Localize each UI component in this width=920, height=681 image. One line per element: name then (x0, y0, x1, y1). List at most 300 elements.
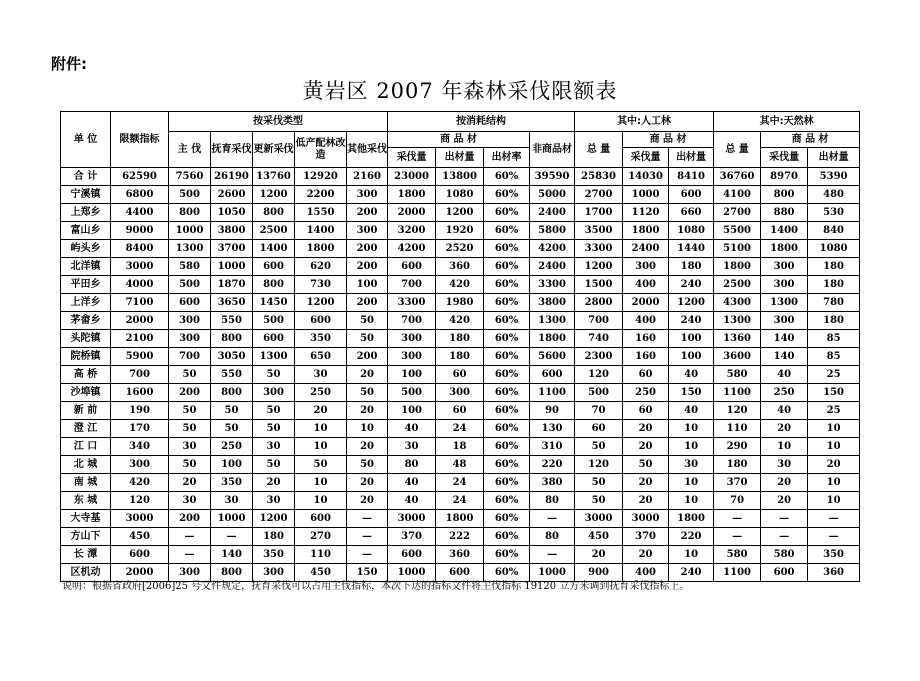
table-cell: 6800 (111, 186, 169, 204)
attachment-label: 附件: (51, 55, 87, 73)
table-cell: 160 (623, 348, 669, 366)
table-cell: 300 (761, 312, 808, 330)
table-cell: 85 (808, 348, 860, 366)
table-cell: 200 (169, 384, 211, 402)
table-cell: 240 (669, 312, 714, 330)
table-cell: 160 (623, 330, 669, 348)
table-cell: 220 (669, 528, 714, 546)
table-cell: 20 (347, 402, 388, 420)
table-cell: 60% (484, 258, 530, 276)
header-artificial-cut-volume: 采伐量 (623, 148, 669, 168)
table-cell: 1000 (169, 222, 211, 240)
table-cell: 300 (761, 276, 808, 294)
table-row (61, 294, 860, 312)
header-by-consumption: 按消耗结构 (388, 112, 575, 132)
table-cell: 140 (211, 546, 253, 564)
table-cell: — (761, 510, 808, 528)
table-row (61, 366, 860, 384)
table-cell: — (347, 546, 388, 564)
table-cell: 100 (388, 366, 436, 384)
table-cell: 40 (388, 420, 436, 438)
table-cell: 5500 (714, 222, 761, 240)
table-cell: 140 (761, 348, 808, 366)
table-row (61, 402, 860, 420)
table-cell: 370 (714, 474, 761, 492)
table-cell: 420 (111, 474, 169, 492)
table-cell: 300 (388, 330, 436, 348)
table-cell: 2200 (295, 186, 347, 204)
table-cell: 10 (295, 420, 347, 438)
table-cell: 10 (669, 474, 714, 492)
table-cell: 2700 (714, 204, 761, 222)
table-cell: 100 (669, 330, 714, 348)
table-cell: 700 (575, 312, 623, 330)
table-cell: 3650 (211, 294, 253, 312)
table-cell: 24 (436, 420, 484, 438)
table-cell: 180 (808, 276, 860, 294)
table-cell: 180 (436, 348, 484, 366)
table-row (61, 348, 860, 366)
table-cell: 180 (714, 456, 761, 474)
table-cell: 1360 (714, 330, 761, 348)
table-cell: 8970 (761, 168, 808, 186)
table-cell: 18 (436, 438, 484, 456)
row-unit-name: 茅畲乡 (61, 312, 111, 330)
table-cell: 7100 (111, 294, 169, 312)
table-row (61, 240, 860, 258)
table-cell: 50 (169, 402, 211, 420)
table-cell: 60 (436, 402, 484, 420)
table-cell: 300 (623, 258, 669, 276)
table-cell: 700 (388, 312, 436, 330)
table-cell: 12920 (295, 168, 347, 186)
table-cell: 50 (575, 438, 623, 456)
table-cell: 60% (484, 420, 530, 438)
row-unit-name: 南 城 (61, 474, 111, 492)
table-cell: 4300 (714, 294, 761, 312)
table-cell: 60% (484, 204, 530, 222)
table-row (61, 330, 860, 348)
table-cell: 3700 (211, 240, 253, 258)
table-cell: 20 (623, 492, 669, 510)
header-artificial-total: 总 量 (575, 132, 623, 168)
row-unit-name: 宁溪镇 (61, 186, 111, 204)
table-cell: 250 (295, 384, 347, 402)
table-cell: 1800 (530, 330, 575, 348)
table-cell: 60% (484, 330, 530, 348)
header-unit: 单 位 (61, 112, 111, 168)
table-cell: 10 (295, 492, 347, 510)
table-cell: 50 (169, 420, 211, 438)
table-cell: 50 (211, 420, 253, 438)
table-cell: 2100 (111, 330, 169, 348)
table-cell: 300 (169, 312, 211, 330)
header-timber-rate: 出材率 (484, 148, 530, 168)
table-cell: 40 (761, 402, 808, 420)
table-cell: 222 (436, 528, 484, 546)
table-cell: 50 (169, 456, 211, 474)
table-cell: — (530, 510, 575, 528)
table-cell: — (347, 510, 388, 528)
table-cell: 1800 (295, 240, 347, 258)
table-cell: — (211, 528, 253, 546)
table-cell: 50 (575, 492, 623, 510)
table-cell: 600 (669, 186, 714, 204)
table-cell: 30 (669, 456, 714, 474)
table-cell: 20 (295, 402, 347, 420)
table-cell: 60% (484, 294, 530, 312)
header-main-cut: 主 伐 (169, 132, 211, 168)
table-cell: 300 (347, 222, 388, 240)
row-unit-name: 上郑乡 (61, 204, 111, 222)
table-cell: 1300 (714, 312, 761, 330)
table-cell: 2000 (623, 294, 669, 312)
table-cell: 620 (295, 258, 347, 276)
table-cell: 1100 (714, 564, 761, 582)
table-cell: 80 (530, 492, 575, 510)
table-cell: 36760 (714, 168, 761, 186)
table-cell: 200 (347, 204, 388, 222)
table-cell: 600 (169, 294, 211, 312)
table-cell: 40 (388, 492, 436, 510)
table-cell: 14030 (623, 168, 669, 186)
table-cell: 20 (575, 546, 623, 564)
table-cell: 300 (761, 258, 808, 276)
table-cell: 600 (295, 312, 347, 330)
table-cell: 300 (436, 384, 484, 402)
table-cell: 1200 (436, 204, 484, 222)
table-cell: 7560 (169, 168, 211, 186)
header-natural-cut-volume: 采伐量 (761, 148, 808, 168)
row-unit-name: 江 口 (61, 438, 111, 456)
table-cell: 170 (111, 420, 169, 438)
table-cell: 400 (623, 276, 669, 294)
table-cell: 50 (575, 474, 623, 492)
table-cell: 10 (347, 420, 388, 438)
table-cell: 600 (388, 546, 436, 564)
table-cell: 26190 (211, 168, 253, 186)
table-cell: 500 (388, 384, 436, 402)
table-cell: 60 (623, 402, 669, 420)
table-cell: 200 (347, 240, 388, 258)
table-cell: 24 (436, 474, 484, 492)
table-cell: 530 (808, 204, 860, 222)
table-cell: 300 (253, 564, 295, 582)
table-body (61, 168, 860, 582)
row-unit-name: 合 计 (61, 168, 111, 186)
row-unit-name: 北洋镇 (61, 258, 111, 276)
table-cell: 800 (253, 204, 295, 222)
table-cell: 25 (808, 402, 860, 420)
table-cell: 250 (761, 384, 808, 402)
table-cell: 300 (253, 384, 295, 402)
table-cell: 350 (253, 546, 295, 564)
table-cell: 1100 (714, 384, 761, 402)
table-cell: 180 (436, 330, 484, 348)
table-cell: 20 (623, 546, 669, 564)
table-cell: 350 (211, 474, 253, 492)
table-cell: 450 (295, 564, 347, 582)
table-cell: 1100 (530, 384, 575, 402)
header-cut-volume: 采伐量 (388, 148, 436, 168)
table-cell: 1080 (669, 222, 714, 240)
table-cell: 30 (211, 492, 253, 510)
table-cell: 250 (623, 384, 669, 402)
row-unit-name: 高 桥 (61, 366, 111, 384)
table-cell: — (761, 528, 808, 546)
table-cell: 20 (347, 492, 388, 510)
table-cell: — (714, 528, 761, 546)
table-cell: 370 (623, 528, 669, 546)
table-cell: 1300 (761, 294, 808, 312)
table-cell: 2500 (714, 276, 761, 294)
table-cell: 780 (808, 294, 860, 312)
table-cell: 70 (575, 402, 623, 420)
table-cell: 13800 (436, 168, 484, 186)
footnote: 说明：根据省政府[2006]25 号文件规定，抚育采伐可以占用主伐指标，本次下达的指标文件将主伐指标 19120 立方米调到抚育采伐指标上。 (62, 581, 690, 592)
table-cell: 1550 (295, 204, 347, 222)
table-cell: 200 (347, 348, 388, 366)
table-cell: 600 (436, 564, 484, 582)
table-cell: 2400 (530, 258, 575, 276)
header-artificial: 其中:人工林 (575, 112, 714, 132)
table-cell: 400 (623, 312, 669, 330)
table-cell: 300 (169, 330, 211, 348)
table-cell: 20 (169, 474, 211, 492)
table-cell: 60% (484, 438, 530, 456)
table-cell: 3000 (388, 510, 436, 528)
table-cell: 60% (484, 312, 530, 330)
table-cell: 60% (484, 474, 530, 492)
table-cell: 400 (623, 564, 669, 582)
table-cell: 420 (436, 276, 484, 294)
table-cell: 80 (388, 456, 436, 474)
table-cell: 2000 (111, 312, 169, 330)
table-cell: 30 (295, 366, 347, 384)
table-cell: 20 (347, 438, 388, 456)
table-cell: 100 (347, 276, 388, 294)
table-cell: 1080 (808, 240, 860, 258)
table-cell: 1400 (253, 240, 295, 258)
header-tending: 抚育采伐 (211, 132, 253, 168)
table-cell: 10 (669, 420, 714, 438)
table-cell: 1050 (211, 204, 253, 222)
table-cell: 80 (530, 528, 575, 546)
table-row (61, 258, 860, 276)
table-cell: 5800 (530, 222, 575, 240)
table-cell: 60% (484, 384, 530, 402)
table-cell: 25830 (575, 168, 623, 186)
table-cell: 740 (575, 330, 623, 348)
table-cell: 1800 (388, 186, 436, 204)
table-cell: 800 (169, 204, 211, 222)
header-commodity: 商 品 材 (388, 132, 530, 148)
table-cell: 1120 (623, 204, 669, 222)
table-cell: 50 (347, 384, 388, 402)
header-artificial-timber-out: 出材量 (669, 148, 714, 168)
table-cell: 2400 (623, 240, 669, 258)
table-cell: 800 (211, 384, 253, 402)
table-cell: 580 (714, 546, 761, 564)
table-cell: 2600 (211, 186, 253, 204)
table-cell: 60% (484, 168, 530, 186)
table-cell: 140 (761, 330, 808, 348)
table-cell: 10 (808, 492, 860, 510)
table-cell: 3800 (211, 222, 253, 240)
table-cell: 300 (169, 564, 211, 582)
table-cell: 1200 (253, 510, 295, 528)
table-cell: — (169, 528, 211, 546)
table-cell: 600 (111, 546, 169, 564)
table-cell: 550 (211, 366, 253, 384)
table-row (61, 474, 860, 492)
header-by-type: 按采伐类型 (169, 112, 388, 132)
row-unit-name: 方山下 (61, 528, 111, 546)
table-cell: 1300 (253, 348, 295, 366)
table-cell: 8410 (669, 168, 714, 186)
table-cell: 3300 (388, 294, 436, 312)
table-cell: 20 (347, 474, 388, 492)
table-cell: 4000 (111, 276, 169, 294)
table-cell: 20 (253, 474, 295, 492)
table-cell: — (714, 510, 761, 528)
table-cell: 840 (808, 222, 860, 240)
table-cell: 10 (808, 474, 860, 492)
table-row (61, 312, 860, 330)
table-cell: 110 (295, 546, 347, 564)
table-cell: 500 (575, 384, 623, 402)
table-cell: 1200 (295, 294, 347, 312)
table-cell: 2400 (530, 204, 575, 222)
table-cell: 50 (253, 420, 295, 438)
table-cell: 600 (253, 330, 295, 348)
table-cell: 700 (169, 348, 211, 366)
table-cell: 3000 (623, 510, 669, 528)
table-cell: 10 (808, 438, 860, 456)
table-cell: 39590 (530, 168, 575, 186)
table-row (61, 186, 860, 204)
table-cell: — (347, 528, 388, 546)
table-cell: 70 (714, 492, 761, 510)
table-cell: 20 (623, 420, 669, 438)
table-cell: 4400 (111, 204, 169, 222)
table-cell: 650 (295, 348, 347, 366)
table-cell: 50 (253, 456, 295, 474)
table-cell: 300 (111, 456, 169, 474)
table-cell: 48 (436, 456, 484, 474)
table-cell: 120 (575, 366, 623, 384)
table-cell: 1000 (211, 510, 253, 528)
table-cell: 180 (253, 528, 295, 546)
table-row (61, 528, 860, 546)
table-cell: 600 (761, 564, 808, 582)
table-cell: 1400 (295, 222, 347, 240)
table-cell: 50 (295, 456, 347, 474)
table-cell: 300 (347, 186, 388, 204)
table-cell: 1000 (530, 564, 575, 582)
table-cell: 30 (253, 438, 295, 456)
table-cell: 10 (295, 474, 347, 492)
row-unit-name: 头陀镇 (61, 330, 111, 348)
table-cell: 3800 (530, 294, 575, 312)
table-row (61, 456, 860, 474)
table-cell: 20 (761, 492, 808, 510)
table-cell: 23000 (388, 168, 436, 186)
table-cell: 150 (669, 384, 714, 402)
table-cell: 3000 (575, 510, 623, 528)
table-cell: 10 (669, 546, 714, 564)
table-cell: 1440 (669, 240, 714, 258)
table-cell: 290 (714, 438, 761, 456)
table-cell: 50 (347, 330, 388, 348)
table-cell: 250 (211, 438, 253, 456)
table-cell: 25 (808, 366, 860, 384)
table-cell: 580 (714, 366, 761, 384)
table-row (61, 276, 860, 294)
table-cell: 3000 (111, 510, 169, 528)
table-row (61, 510, 860, 528)
table-cell: 60% (484, 528, 530, 546)
table-cell: 2520 (436, 240, 484, 258)
row-unit-name: 区机动 (61, 564, 111, 582)
table-cell: 200 (347, 294, 388, 312)
table-cell: 60 (623, 366, 669, 384)
table-cell: 180 (669, 258, 714, 276)
table-cell: 90 (530, 402, 575, 420)
table-cell: 360 (808, 564, 860, 582)
header-other: 其他采伐 (347, 132, 388, 168)
table-cell: 700 (111, 366, 169, 384)
table-cell: 200 (347, 258, 388, 276)
table-cell: 1600 (111, 384, 169, 402)
table-cell: 10 (669, 492, 714, 510)
table-cell: 360 (436, 258, 484, 276)
table-cell: 50 (347, 312, 388, 330)
table-cell: 2500 (253, 222, 295, 240)
table-cell: 5390 (808, 168, 860, 186)
table-row (61, 384, 860, 402)
table-cell: 880 (761, 204, 808, 222)
table-cell: 100 (388, 402, 436, 420)
table-cell: 40 (669, 366, 714, 384)
table-cell: — (530, 546, 575, 564)
table-cell: 360 (436, 546, 484, 564)
table-cell: 40 (761, 366, 808, 384)
table-cell: 1000 (623, 186, 669, 204)
table-cell: 150 (347, 564, 388, 582)
table-cell: 4100 (714, 186, 761, 204)
table-cell: 100 (669, 348, 714, 366)
table-cell: 3050 (211, 348, 253, 366)
table-cell: 50 (169, 366, 211, 384)
table-cell: — (169, 546, 211, 564)
header-natural-timber-out: 出材量 (808, 148, 860, 168)
table-cell: 900 (575, 564, 623, 582)
table-cell: 3300 (530, 276, 575, 294)
table-cell: 100 (211, 456, 253, 474)
table-cell: 5100 (714, 240, 761, 258)
table-cell: 500 (253, 312, 295, 330)
row-unit-name: 平田乡 (61, 276, 111, 294)
table-row (61, 546, 860, 564)
row-unit-name: 长 潭 (61, 546, 111, 564)
table-cell: — (808, 528, 860, 546)
table-cell: 1980 (436, 294, 484, 312)
header-natural-commodity: 商 品 材 (761, 132, 860, 148)
table-cell: 60% (484, 186, 530, 204)
table-cell: 600 (295, 510, 347, 528)
table-cell: 800 (211, 330, 253, 348)
